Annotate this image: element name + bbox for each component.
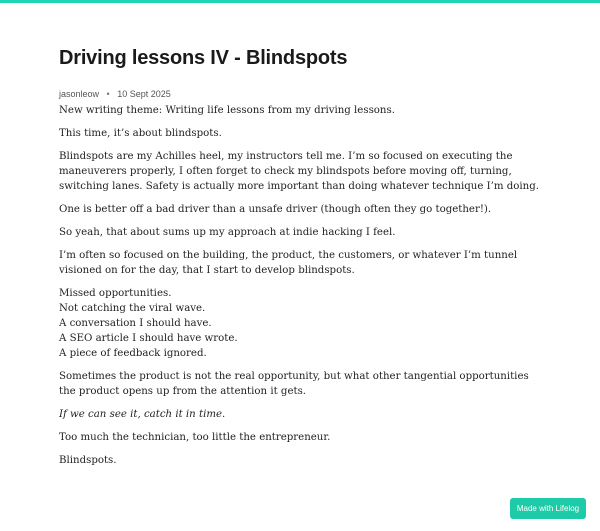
italic-text: If we can see it, catch it in time. bbox=[59, 409, 226, 420]
list-line: A piece of feedback ignored. bbox=[59, 348, 207, 359]
paragraph: Too much the technician, too little the entrepreneur. bbox=[59, 432, 331, 443]
author-name[interactable]: jasonleow bbox=[59, 89, 100, 99]
post-meta bbox=[59, 88, 539, 100]
post-date: 10 Sept 2025 bbox=[117, 89, 171, 99]
paragraph: I’m often so focused on the building, the product, the customers, or whatever I’m tunnel visioned on for the day, that I start to develop blindspots. bbox=[59, 250, 518, 276]
paragraph: So yeah, that about sums up my approach at indie hacking I feel. bbox=[59, 227, 396, 238]
paragraph: New writing theme: Writing life lessons from my driving lessons. bbox=[59, 105, 395, 116]
list-line: A SEO article I should have wrote. bbox=[59, 333, 238, 344]
top-accent-bar bbox=[0, 0, 600, 3]
post-body bbox=[59, 103, 539, 468]
made-with-lifelog-button[interactable]: Made with Lifelog bbox=[510, 498, 586, 519]
paragraph: This time, it’s about blindspots. bbox=[59, 128, 222, 139]
italic-paragraph bbox=[59, 407, 539, 422]
paragraph: Blindspots are my Achilles heel, my instructors tell me. I’m so focused on executing the maneuverers properly, I often forget to check my blindspots before moving off, turning, switching lanes. Safety is actually more important than doing whatever technique I’m doing. bbox=[59, 151, 539, 192]
list-line: A conversation I should have. bbox=[59, 318, 212, 329]
list-line: Missed opportunities. bbox=[59, 288, 172, 299]
missed-list bbox=[59, 286, 539, 361]
meta-separator: • bbox=[106, 89, 110, 99]
paragraph: One is better off a bad driver than a unsafe driver (though often they go together!). bbox=[59, 204, 492, 215]
list-line: Not catching the viral wave. bbox=[59, 303, 206, 314]
article bbox=[59, 44, 539, 476]
paragraph: Blindspots. bbox=[59, 455, 117, 466]
post-title: Driving lessons IV - Blindspots bbox=[59, 47, 348, 69]
paragraph: Sometimes the product is not the real opportunity, but what other tangential opportunities the product opens up from the attention it gets. bbox=[59, 371, 529, 397]
